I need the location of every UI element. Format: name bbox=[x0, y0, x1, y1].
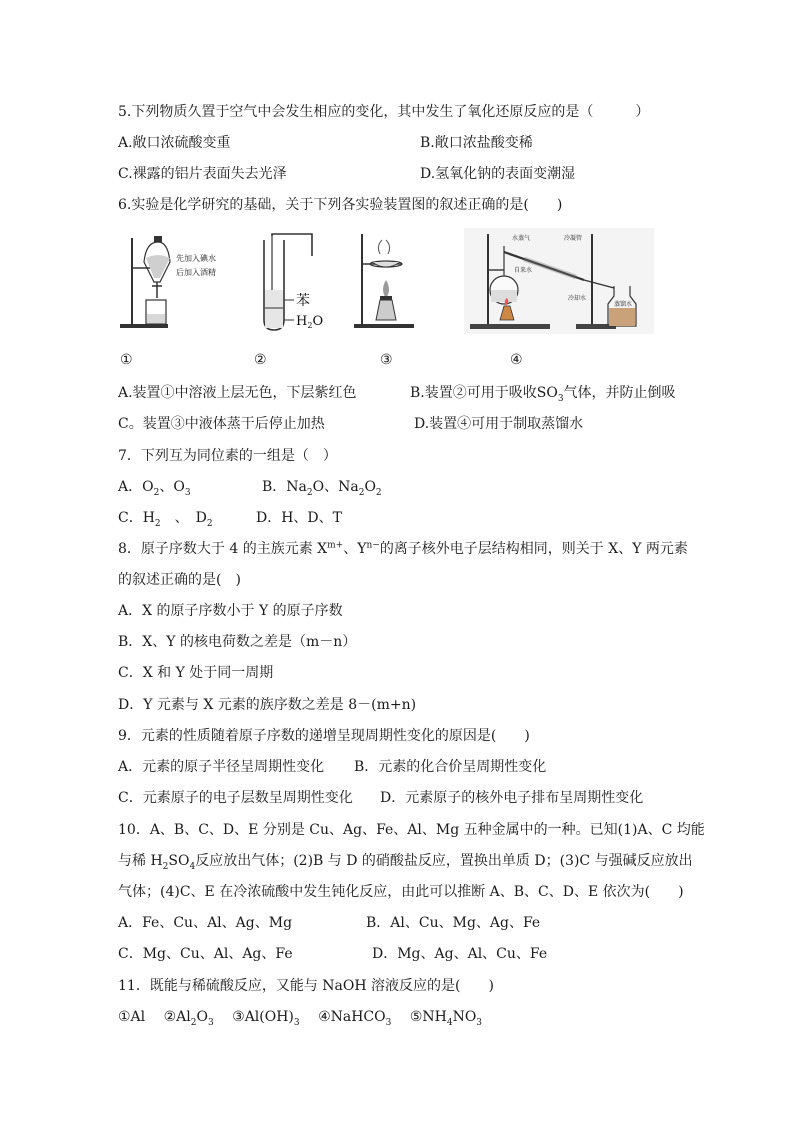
fig2-benzene-label: 苯 bbox=[296, 293, 310, 309]
q10-option-b: B．Al、Cu、Mg、Ag、Fe bbox=[366, 915, 541, 931]
figure-separatory-funnel bbox=[118, 228, 228, 334]
fig4-label-tapwater: 自来水 bbox=[514, 267, 533, 274]
figure-label-3: ③ bbox=[380, 352, 393, 368]
q5-stem: 5.下列物质久置于空气中会发生相应的变化，其中发生了氧化还原反应的是（ ） bbox=[118, 104, 650, 120]
q8-option-a: A．X 的原子序数小于 Y 的原子序数 bbox=[118, 603, 343, 619]
fig2-water-label: $H_2O$ bbox=[296, 314, 324, 330]
q10-option-c: C．Mg、Cu、Al、Ag、Fe bbox=[118, 946, 293, 962]
fig4-label-condenser: 冷凝管 bbox=[564, 235, 583, 242]
q10-option-a: A．Fe、Cu、Al、Ag、Mg bbox=[118, 915, 293, 931]
q8-stem-cont: 的叙述正确的是( ) bbox=[118, 572, 241, 588]
fig1-note-1: 先加入碘水 bbox=[176, 254, 216, 263]
q10-stem-line3: 气体；(4)C、E 在冷浓硫酸中发生钝化反应，由此可以推断 A、B、C、D、E 依次为( ) bbox=[118, 884, 684, 900]
figure-label-4: ④ bbox=[510, 352, 523, 368]
fig4-label-steam: 水蒸气 bbox=[512, 235, 531, 242]
figure-evaporation bbox=[350, 228, 430, 334]
q7-option-d: D．H、D、T bbox=[256, 510, 342, 526]
q9-option-c: C．元素原子的电子层数呈周期性变化 bbox=[118, 790, 353, 806]
q5-option-b: B.敞口浓盐酸变稀 bbox=[420, 135, 533, 151]
q7-stem: 7．下列互为同位素的一组是（ ） bbox=[118, 448, 337, 464]
q8-option-c: C．X 和 Y 处于同一周期 bbox=[118, 665, 274, 681]
figure-test-tube bbox=[240, 228, 340, 334]
q6-stem: 6.实验是化学研究的基础，关于下列各实验装置图的叙述正确的是( ) bbox=[118, 197, 563, 213]
q11-stem: 11．既能与稀硫酸反应，又能与 NaOH 溶液反应的是( ) bbox=[118, 978, 494, 994]
q10-option-d: D．Mg、Ag、Al、Cu、Fe bbox=[372, 946, 548, 962]
fig4-label-flask: 蒸馏水 bbox=[614, 301, 633, 308]
q11-option-4: ④NaHCO$_3$ bbox=[318, 1009, 392, 1028]
q11-option-2: $②Al_2O_3$ bbox=[163, 1009, 214, 1028]
q10-stem-line1: 10．A、B、C、D、E 分别是 Cu、Ag、Fe、Al、Mg 五种金属中的一种。已知(1)A、C 均能 bbox=[118, 822, 705, 838]
q9-option-b: B．元素的化合价呈周期性变化 bbox=[354, 759, 547, 775]
q8-option-d: D．Y 元素与 X 元素的族序数之差是 8－(m+n) bbox=[118, 697, 417, 713]
q5-option-a: A.敞口浓硫酸变重 bbox=[118, 135, 231, 151]
q11-options bbox=[118, 1008, 482, 1026]
q5-option-d: D.氢氧化钠的表面变潮湿 bbox=[420, 166, 576, 182]
fig1-note-2: 后加入酒精 bbox=[176, 268, 216, 277]
fig4-label-coolwater: 冷却水 bbox=[568, 295, 587, 302]
q7-option-b: B．$Na_2O$、$Na_2O_2$ bbox=[262, 479, 382, 498]
q11-option-3: $③Al(OH)_3$ bbox=[232, 1009, 300, 1028]
q6-option-b: B.装置②可用于吸收$SO_3$气体，并防止倒吸 bbox=[410, 385, 676, 404]
q6-option-c: C。装置③中液体蒸干后停止加热 bbox=[118, 416, 325, 432]
q6-option-d: D.装置④可用于制取蒸馏水 bbox=[414, 416, 584, 432]
q9-option-d: D．元素原子的核外电子排布呈周期性变化 bbox=[380, 790, 644, 806]
figure-distillation bbox=[464, 228, 654, 334]
q10-stem-line2: 与稀 $H_2SO_4$反应放出气体；(2)B 与 D 的硝酸盐反应，置换出单质 D；(3)C 与强碱反应放出 bbox=[118, 853, 693, 872]
q11-option-1: ①Al bbox=[118, 1009, 146, 1025]
q7-option-c: C．$H_2$ 、 $D_2$ bbox=[118, 510, 213, 529]
q11-option-5: $⑤NH_4NO_3$ bbox=[409, 1009, 483, 1028]
q6-option-a: A.装置①中溶液上层无色，下层紫红色 bbox=[118, 385, 357, 401]
q5-option-c: C.裸露的铝片表面失去光泽 bbox=[118, 166, 287, 182]
q9-option-a: A．元素的原子半径呈周期性变化 bbox=[118, 759, 325, 775]
q8-stem: 8．原子序数大于 4 的主族元素 $X^{m+}$、$Y^{n-}$的离子核外电子层结构相同，则关于 X、Y 两元素 bbox=[118, 540, 688, 557]
q9-stem: 9．元素的性质随着原子序数的递增呈现周期性变化的原因是( ) bbox=[118, 728, 530, 744]
figure-label-1: ① bbox=[120, 352, 133, 368]
q7-option-a: A．$O_2$、$O_3$ bbox=[118, 479, 191, 498]
figure-label-2: ② bbox=[254, 352, 267, 368]
q8-option-b: B．X、Y 的核电荷数之差是（m－n） bbox=[118, 634, 357, 650]
